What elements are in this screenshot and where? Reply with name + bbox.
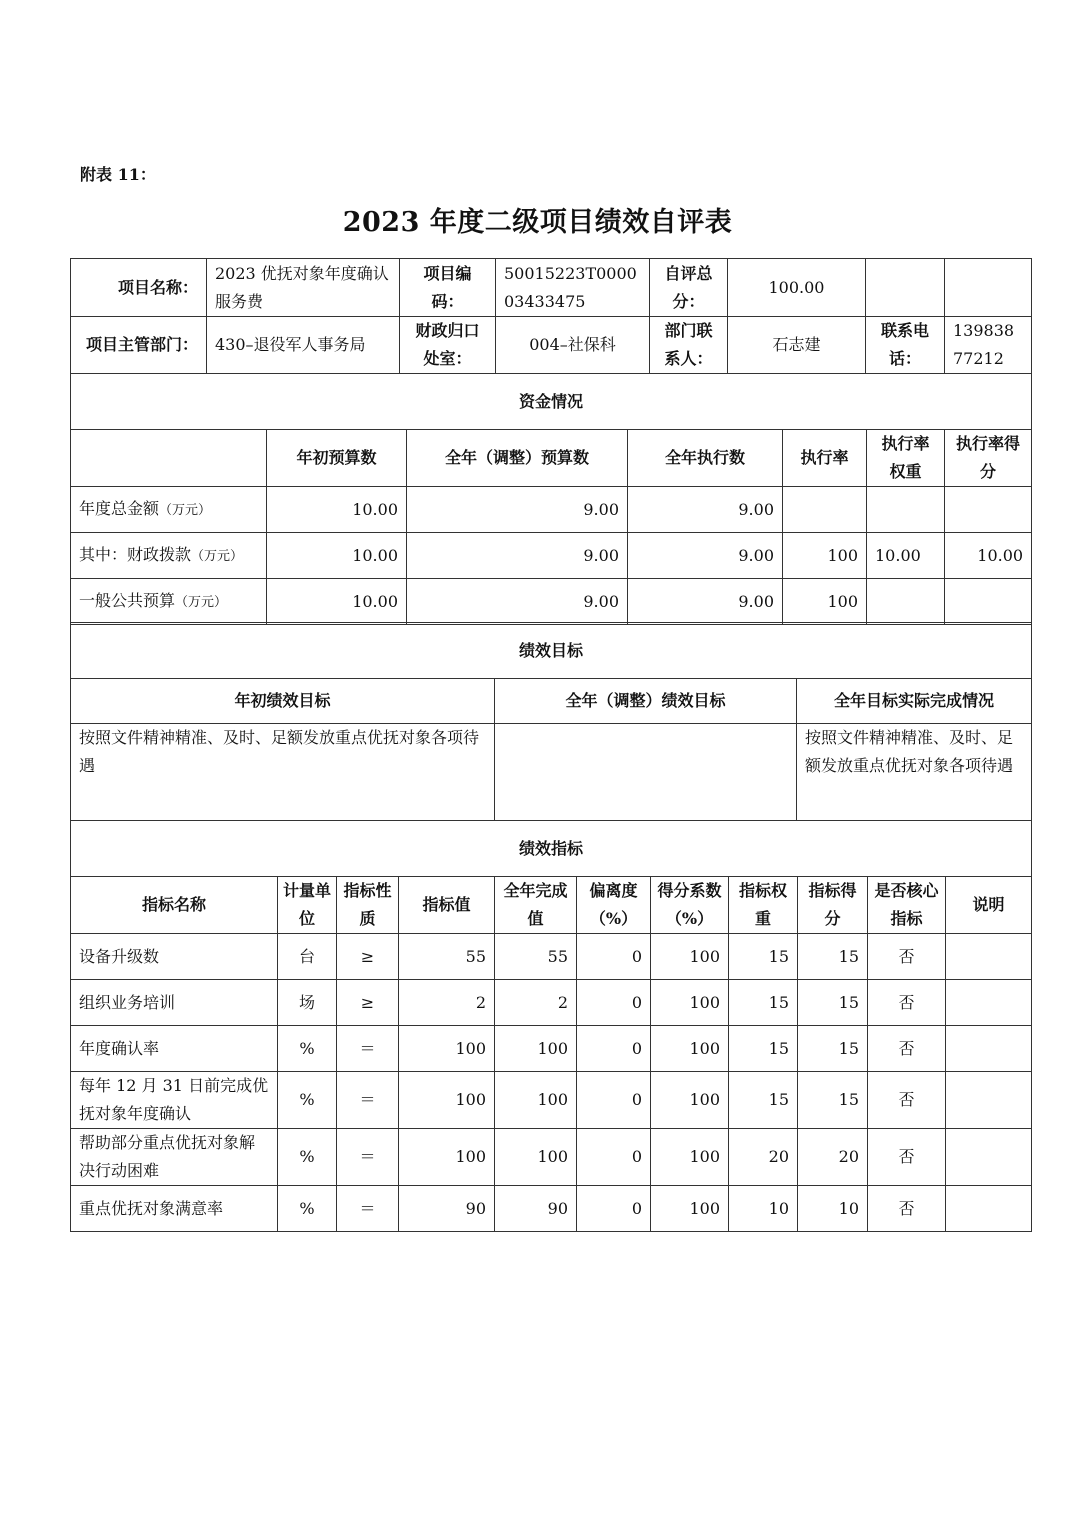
empty-cell [945,259,1032,317]
goals-table [70,622,1032,821]
ind-actual: 2 [495,980,577,1026]
ind-note [946,1186,1032,1232]
ind-unit: % [278,1129,337,1186]
ind-score: 15 [798,980,868,1026]
ind-actual: 100 [495,1072,577,1129]
dept-label: 项目主管部门： [71,317,207,374]
attachment-label: 附表 11： [80,165,156,184]
ind-core: 否 [868,1186,946,1232]
empty-cell [866,259,945,317]
ind-note [946,1129,1032,1186]
ind-header-score: 指标得分 [798,877,868,934]
empty-cell [71,430,267,487]
funds-cell: 10.00 [267,579,407,625]
ind-header-coef: 得分系数（%） [651,877,729,934]
indicators-table [70,820,1032,1232]
ind-score: 20 [798,1129,868,1186]
funds-cell: 10.00 [267,533,407,579]
funds-row-label: 一般公共预算（万元） [71,579,267,625]
ind-score: 15 [798,934,868,980]
ind-nature: ＝ [337,1186,399,1232]
ind-name: 每年 12 月 31 日前完成优抚对象年度确认 [71,1072,278,1129]
goals-initial-text: 按照文件精神精准、及时、足额发放重点优抚对象各项待遇 [71,724,495,821]
ind-deviation: 0 [577,1186,651,1232]
funds-cell [783,487,867,533]
ind-core: 否 [868,1026,946,1072]
ind-target: 55 [399,934,495,980]
ind-target: 100 [399,1129,495,1186]
ind-nature: ≥ [337,934,399,980]
ind-unit: % [278,1026,337,1072]
funds-header-adjusted: 全年（调整）预算数 [407,430,628,487]
ind-name: 年度确认率 [71,1026,278,1072]
funds-cell: 9.00 [628,487,783,533]
ind-nature: ＝ [337,1072,399,1129]
table-row [71,1129,1032,1186]
ind-header-unit: 计量单位 [278,877,337,934]
ind-unit: 台 [278,934,337,980]
ind-target: 100 [399,1072,495,1129]
funds-cell: 9.00 [407,533,628,579]
ind-weight: 15 [729,1026,798,1072]
project-name-label: 项目名称： [71,259,207,317]
funds-table [70,373,1032,625]
funds-row-label: 年度总金额（万元） [71,487,267,533]
funds-row-label: 其中：财政拨款（万元） [71,533,267,579]
ind-nature: ≥ [337,980,399,1026]
ind-deviation: 0 [577,934,651,980]
ind-deviation: 0 [577,1026,651,1072]
funds-header-weight: 执行率权重 [867,430,945,487]
phone-value: 13983877212 [945,317,1032,374]
self-score-value: 100.00 [728,259,866,317]
ind-score: 15 [798,1072,868,1129]
ind-header-note: 说明 [946,877,1032,934]
funds-cell: 100 [783,533,867,579]
funds-header-score: 执行率得分 [945,430,1032,487]
ind-header-actual: 全年完成值 [495,877,577,934]
ind-score: 15 [798,1026,868,1072]
goals-actual-text: 按照文件精神精准、及时、足额发放重点优抚对象各项待遇 [797,724,1032,821]
ind-coef: 100 [651,980,729,1026]
ind-actual: 90 [495,1186,577,1232]
table-row [71,980,1032,1026]
contact-label: 部门联系人： [650,317,728,374]
ind-name: 组织业务培训 [71,980,278,1026]
ind-coef: 100 [651,1026,729,1072]
table-row [71,1072,1032,1129]
dept-value: 430–退役军人事务局 [207,317,400,374]
ind-name: 重点优抚对象满意率 [71,1186,278,1232]
funds-cell: 10.00 [267,487,407,533]
project-code-label: 项目编码： [400,259,496,317]
contact-value: 石志建 [728,317,866,374]
ind-weight: 15 [729,934,798,980]
funds-cell: 9.00 [628,533,783,579]
ind-name: 帮助部分重点优抚对象解决行动困难 [71,1129,278,1186]
ind-unit: % [278,1072,337,1129]
ind-core: 否 [868,934,946,980]
ind-note [946,1072,1032,1129]
funds-cell [945,487,1032,533]
ind-header-target: 指标值 [399,877,495,934]
ind-weight: 10 [729,1186,798,1232]
funds-header-executed: 全年执行数 [628,430,783,487]
goals-header-adjusted: 全年（调整）绩效目标 [495,679,797,724]
table-row [71,1186,1032,1232]
ind-coef: 100 [651,934,729,980]
ind-note [946,980,1032,1026]
funds-section-title: 资金情况 [71,374,1032,430]
goals-adjusted-text [495,724,797,821]
ind-target: 90 [399,1186,495,1232]
table-row [71,579,1032,625]
ind-name: 设备升级数 [71,934,278,980]
ind-header-core: 是否核心指标 [868,877,946,934]
funds-cell: 9.00 [628,579,783,625]
ind-coef: 100 [651,1072,729,1129]
table-row [71,934,1032,980]
funds-cell: 9.00 [407,487,628,533]
funds-cell: 10.00 [867,533,945,579]
table-row [71,487,1032,533]
ind-note [946,1026,1032,1072]
self-score-label: 自评总分： [650,259,728,317]
funds-cell [867,579,945,625]
goals-section-title: 绩效目标 [71,623,1032,679]
ind-coef: 100 [651,1129,729,1186]
funds-cell: 10.00 [945,533,1032,579]
ind-score: 10 [798,1186,868,1232]
table-row [71,1026,1032,1072]
finance-label: 财政归口处室： [400,317,496,374]
ind-weight: 15 [729,1072,798,1129]
funds-header-initial: 年初预算数 [267,430,407,487]
ind-header-nature: 指标性质 [337,877,399,934]
goals-header-actual: 全年目标实际完成情况 [797,679,1032,724]
ind-deviation: 0 [577,980,651,1026]
ind-deviation: 0 [577,1129,651,1186]
ind-target: 2 [399,980,495,1026]
table-row [71,533,1032,579]
project-code-value: 50015223T000003433475 [496,259,650,317]
indicators-section-title: 绩效指标 [71,821,1032,877]
ind-core: 否 [868,1129,946,1186]
ind-actual: 100 [495,1129,577,1186]
funds-cell: 100 [783,579,867,625]
project-name-value: 2023 优抚对象年度确认服务费 [207,259,400,317]
funds-cell [867,487,945,533]
ind-coef: 100 [651,1186,729,1232]
ind-unit: 场 [278,980,337,1026]
ind-header-weight: 指标权重 [729,877,798,934]
ind-core: 否 [868,1072,946,1129]
ind-core: 否 [868,980,946,1026]
funds-header-rate: 执行率 [783,430,867,487]
ind-deviation: 0 [577,1072,651,1129]
funds-cell [945,579,1032,625]
ind-target: 100 [399,1026,495,1072]
page-title: 2023 年度二级项目绩效自评表 [342,207,733,238]
finance-value: 004–社保科 [496,317,650,374]
phone-label: 联系电话： [866,317,945,374]
goals-header-initial: 年初绩效目标 [71,679,495,724]
ind-header-name: 指标名称 [71,877,278,934]
ind-nature: ＝ [337,1026,399,1072]
ind-nature: ＝ [337,1129,399,1186]
funds-cell: 9.00 [407,579,628,625]
ind-actual: 100 [495,1026,577,1072]
ind-note [946,934,1032,980]
ind-actual: 55 [495,934,577,980]
ind-header-deviation: 偏离度（%） [577,877,651,934]
ind-unit: % [278,1186,337,1232]
ind-weight: 20 [729,1129,798,1186]
project-info-table [70,258,1032,374]
ind-weight: 15 [729,980,798,1026]
